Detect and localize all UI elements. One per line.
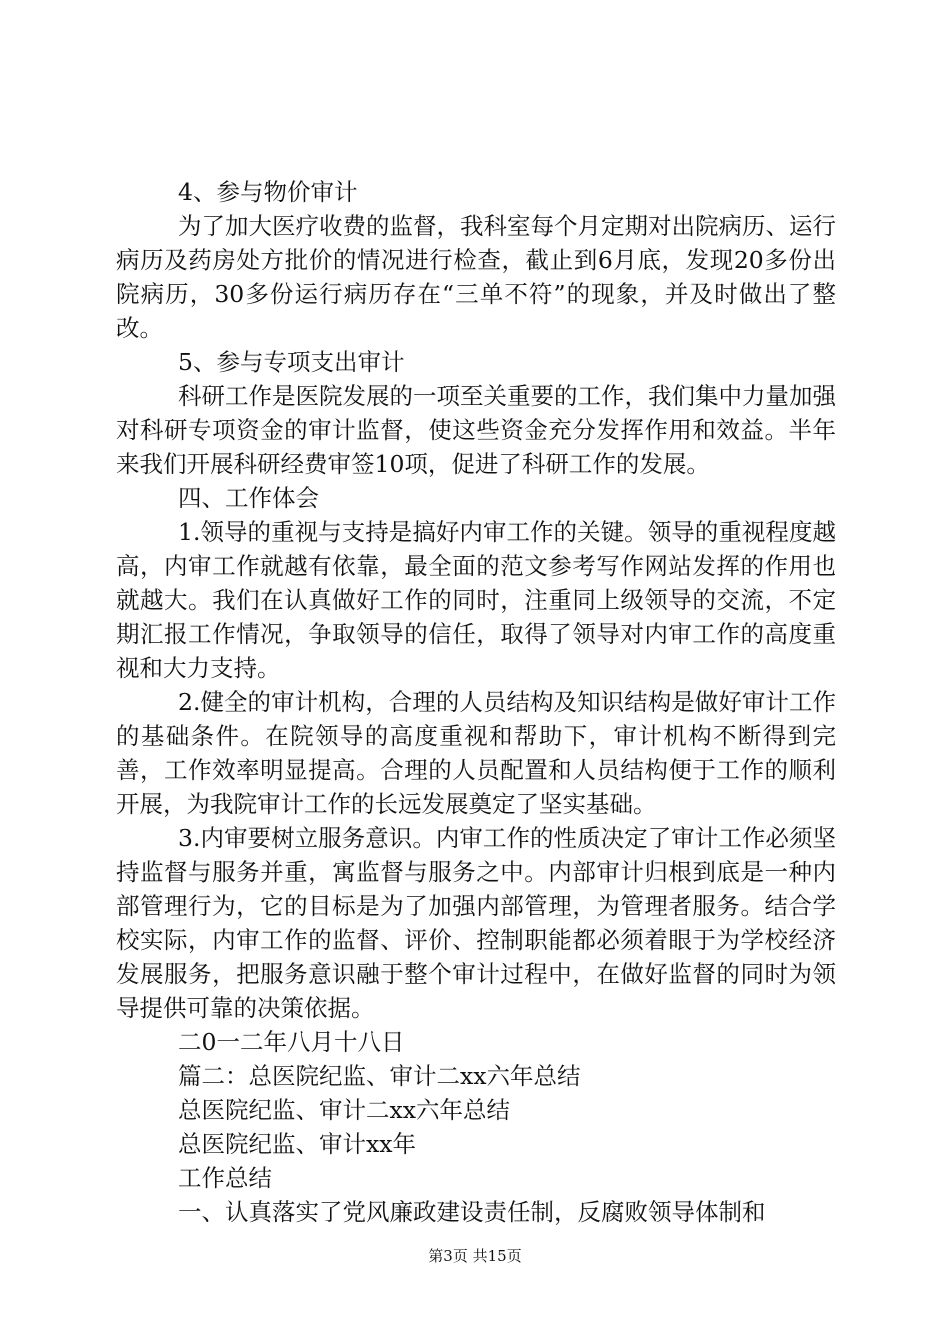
body-paragraph: 为了加大医疗收费的监督，我科室每个月定期对出院病历、运行病历及药房处方批价的情况进行检查，截止到6月底，发现20多份出院病历，30多份运行病历存在“三单不符”的现象，并及时做出了整改。 bbox=[116, 212, 836, 342]
body-paragraph: 2.健全的审计机构，合理的人员结构及知识结构是做好审计工作的基础条件。在院领导的高度重视和帮助下，审计机构不断得到完善，工作效率明显提高。合理的人员配置和人员结构便于工作的顺利开展，为我院审计工作的长远发展奠定了坚实基础。 bbox=[116, 688, 836, 818]
body-paragraph: 1.领导的重视与支持是搞好内审工作的关键。领导的重视程度越高，内审工作就越有依靠，最全面的范文参考写作网站发挥的作用也就越大。我们在认真做好工作的同时，注重同上级领导的交流，不定期汇报工作情况，争取领导的信任，取得了领导对内审工作的高度重视和大力支持。 bbox=[116, 518, 836, 682]
section-heading: 4、参与物价审计 bbox=[178, 178, 358, 206]
section-heading: 四、工作体会 bbox=[178, 484, 319, 512]
document-body bbox=[116, 175, 836, 1229]
body-paragraph: 科研工作是医院发展的一项至关重要的工作，我们集中力量加强对科研专项资金的审计监督，使这些资金充分发挥作用和效益。半年来我们开展科研经费审签10项，促进了科研工作的发展。 bbox=[116, 382, 836, 478]
section-heading: 5、参与专项支出审计 bbox=[178, 348, 405, 376]
section-heading: 一、认真落实了党风廉政建设责任制，反腐败领导体制和 bbox=[178, 1198, 766, 1226]
body-paragraph: 3.内审要树立服务意识。内审工作的性质决定了审计工作必须坚持监督与服务并重，寓监督与服务之中。内部审计归根到底是一种内部管理行为，它的目标是为了加强内部管理，为管理者服务。结合学校实际，内审工作的监督、评价、控制职能都必须着眼于为学校经济发展服务，把服务意识融于整个审计过程中，在做好监督的同时为领导提供可靠的决策依据。 bbox=[116, 824, 836, 1022]
article-title: 篇二：总医院纪监、审计二xx六年总结 bbox=[178, 1062, 581, 1090]
article-subtitle: 总医院纪监、审计二xx六年总结 bbox=[178, 1096, 511, 1124]
page-number: 第3页 共15页 bbox=[428, 1247, 522, 1265]
article-subtitle: 工作总结 bbox=[178, 1164, 272, 1192]
date-line: 二0一二年八月十八日 bbox=[178, 1028, 405, 1056]
article-subtitle: 总医院纪监、审计xx年 bbox=[178, 1130, 417, 1158]
